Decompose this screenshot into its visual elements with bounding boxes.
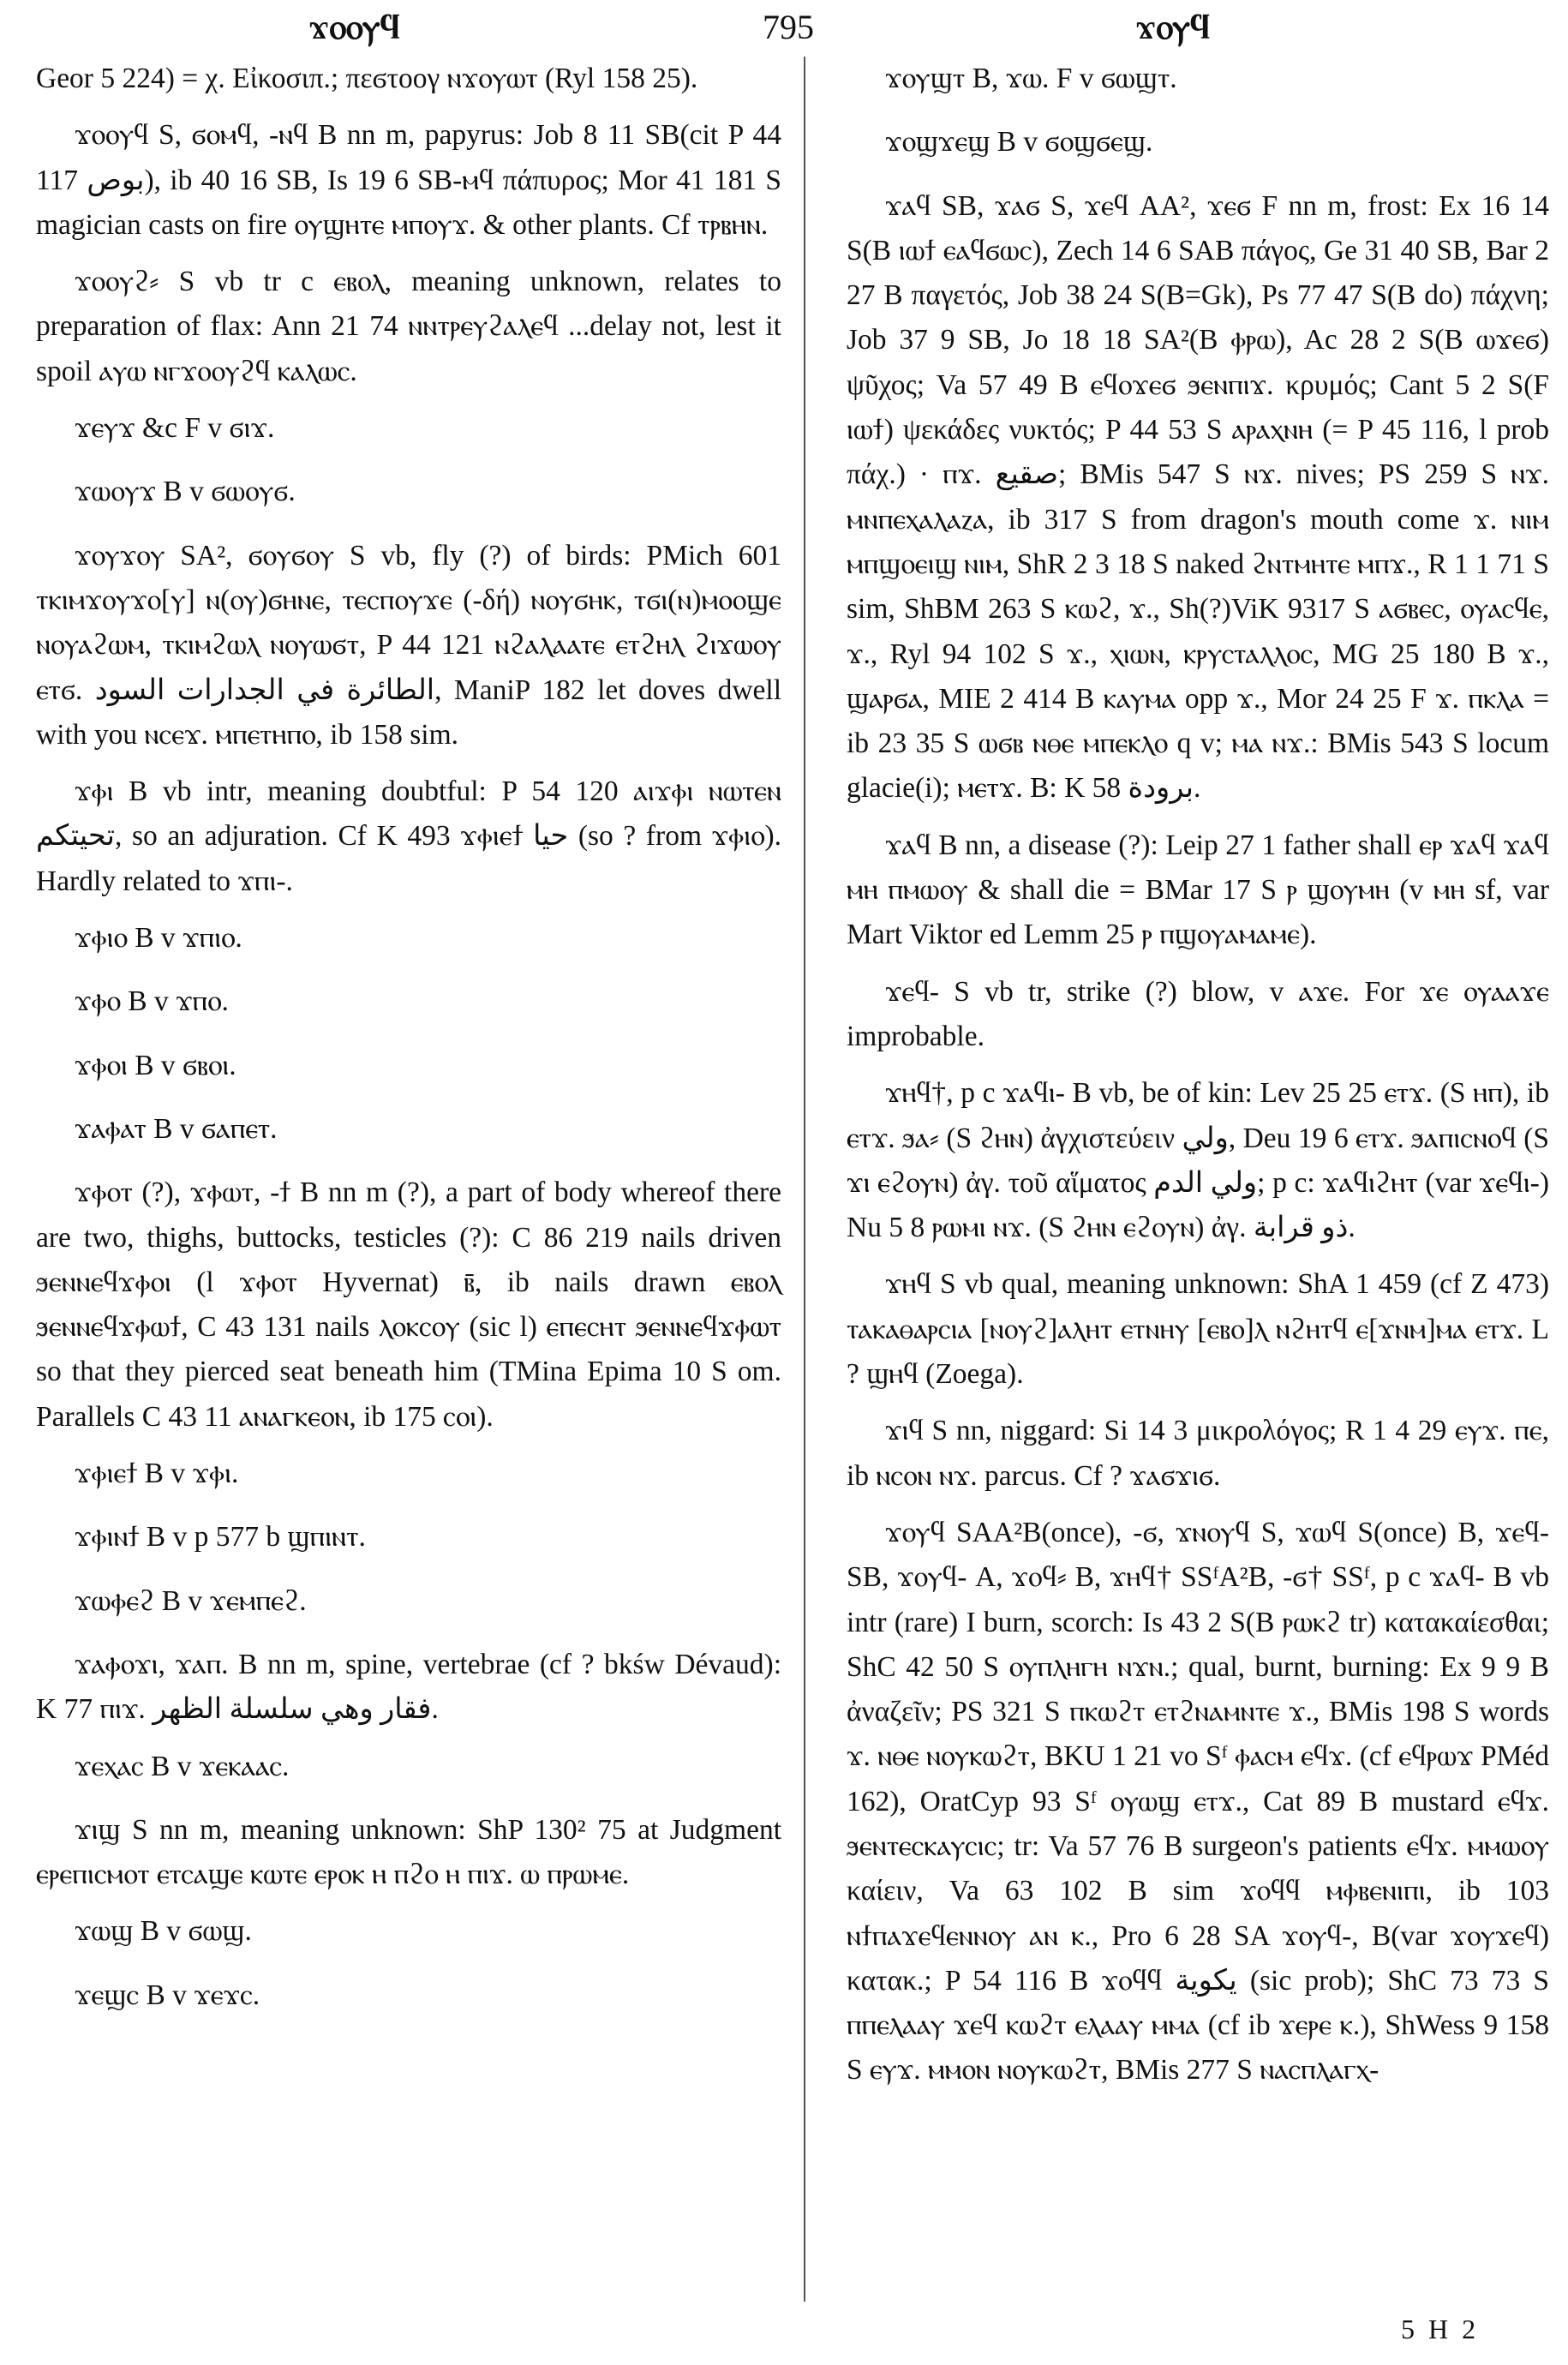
left-column-entry: ϫⲱⲟⲩϫ B v ϭⲱⲟⲩϭ. — [75, 476, 296, 508]
left-column — [36, 57, 781, 2037]
left-column-entry: ϫⲉⲩϫ &c F v ϭⲓϫ. — [75, 412, 275, 445]
left-column-entry: ϫⲱϣ B v ϭⲱϣ. — [75, 1915, 252, 1948]
right-column-entry: ϫⲁϥ SB, ϫⲁϭ S, ϫⲉϥ AA², ϫⲉϭ F nn m, frost: Ex 16 14 S(B ⲓⲱϯ ⲉⲁϥϭⲱⲥ), Zech 14 6 SAB πάγος, Ge 31 40 SB, Bar 2 27 B παγετός, Job 38 24 S(B=Gk), Ps 77 47 S(B do) πάχνη; Job 37 9 SB, Jo 18 18 SA²(B ⲫⲣⲱ), Ac 28 2 S(B ⲱϫⲉϭ) ψῦχος; Va 57 49 B ⲉϥⲟϫⲉϭ ϧⲉⲛⲡⲓϫ. κρυμός; Cant 5 2 S(F ⲓⲱϯ) ψεκάδες νυκτός; P 44 53 S ⲁⲣⲁⲭⲛⲏ (= P 45 116, l prob πάχ.) · ⲡϫ. صقيع; BMis 547 S ⲛϫ. nives; PS 259 S ⲛϫ. ⲙⲛⲡⲉⲭⲁⲗⲁⲍⲁ, ib 317 S from dragon's mouth come ϫ. ⲛⲓⲙ ⲙⲡϣⲟⲉⲓϣ ⲛⲓⲙ, ShR 2 3 18 S naked ϩⲛⲧⲙⲏⲧⲉ ⲙⲡϫ., R 1 1 71 S sim, ShBM 263 S ⲕⲱϩ, ϫ., Sh(?)ViK 9317 S ⲁϭⲃⲉⲥ, ⲟⲩⲁⲥϥⲉ, ϫ., Ryl 94 102 S ϫ., ⲭⲓⲱⲛ, ⲕⲣⲩⲥⲧⲁⲗⲗⲟⲥ, MG 25 180 B ϫ., ϣⲁⲣϭⲁ, MIE 2 414 B ⲕⲁⲩⲙⲁ opp ϫ., Mor 24 25 F ϫ. ⲡⲕⲗⲁ = ib 23 35 S ⲱϭⲃ ⲛⲑⲉ ⲙⲡⲉⲕⲗⲟ q v; ⲙⲁ ⲛϫ.: BMis 543 S locum glacie(i); ⲙⲉⲧϫ. B: K 58 برودة. — [847, 189, 1549, 805]
left-column-entry: ϫⲉϣⲥ B v ϫⲉϫⲥ. — [75, 1979, 260, 2011]
right-column — [847, 57, 1549, 2105]
left-column-entry: ϫⲫⲓⲉϯ B v ϫⲫⲓ. — [75, 1458, 239, 1490]
right-column-entry: ϫⲟⲩϥ SAA²B(once), -ϭ, ϫⲛⲟⲩϥ S, ϫⲱϥ S(once) B, ϫⲉϥ- SB, ϫⲟⲩϥ- A, ϫⲟϥ⸗ B, ϫⲏϥ† SSᶠA²B, -ϭ† SSᶠ, p c ϫⲁϥ- B vb intr (rare) I burn, scorch: Is 43 2 S(B ⲣⲱⲕϩ tr) κατακαίεσθαι; ShC 42 50 S ⲟⲩⲡⲗⲏⲅⲏ ⲛϫⲛ.; qual, burnt, burning: Ex 9 9 B ἀναζεῖν; PS 321 S ⲡⲕⲱϩⲧ ⲉⲧϩⲛⲁⲙⲛⲧⲉ ϫ., BMis 198 S words ϫ. ⲛⲑⲉ ⲛⲟⲩⲕⲱϩⲧ, BKU 1 21 vo Sᶠ ⲫⲁⲥⲙ ⲉϥϫ. (cf ⲉϥⲣⲱϫ PMéd 162), OratCyp 93 Sᶠ ⲟⲩⲱϣ ⲉⲧϫ., Cat 89 B mustard ⲉϥϫ. ϧⲉⲛⲧⲉⲥⲕⲁⲩⲥⲓⲥ; tr: Va 57 76 B surgeon's patients ⲉϥϫ. ⲙⲙⲱⲟⲩ καίειν, Va 63 102 B sim ϫⲟϥϥ ⲙⲫⲃⲉⲛⲓⲡⲓ, ib 103 ⲛϯⲡⲁϫⲉϥⲉⲛⲛⲟⲩ ⲁⲛ ⲕ., Pro 6 28 SA ϫⲟⲩϥ-, B(var ϫⲟⲩϫⲉϥ) κατακ.; P 54 116 B ϫⲟϥϥ يكوية (sic prob); ShC 73 73 S ⲡⲡⲉⲗⲁⲁⲩ ϫⲉϥ ⲕⲱϩⲧ ⲉⲗⲁⲁⲩ ⲙⲙⲁ (cf ib ϫⲉⲣⲉ ⲕ.), ShWess 9 158 S ⲉⲩϫ. ⲙⲙⲟⲛ ⲛⲟⲩⲕⲱϩⲧ, BMis 277 S ⲛⲁⲥⲡⲗⲁⲅⲭ- — [847, 1516, 1549, 2087]
page-number: 795 — [763, 8, 814, 46]
left-column-entry: ϫⲫⲓ B vb intr, meaning doubtful: P 54 120 ⲁⲓϫⲫⲓ ⲛⲱⲧⲉⲛ تحيتكم, so an adjuration. Cf K 493 ϫⲫⲓⲉϯ حيا (so ? from ϫⲫⲓⲟ). Hardly related to ϫⲡⲓ-. — [36, 775, 781, 897]
left-column-entry: ϫⲁⲫⲟϫⲓ, ϫⲁⲡ. B nn m, spine, vertebrae (cf ? bkśw Dévaud): K 77 ⲡⲓϫ. فقار وهي سلسلة الظهر. — [36, 1648, 781, 1726]
left-column-entry: ϫⲱⲫⲉϩ B v ϫⲉⲙⲡⲉϩ. — [75, 1584, 307, 1617]
right-column-entry: ϫⲏϥ†, p c ϫⲁϥⲓ- B vb, be of kin: Lev 25 25 ⲉⲧϫ. (S ⲏⲡ), ib ⲉⲧϫ. ϧⲁ⸗ (S ϩⲏⲛ) ἀγχιστεύειν ولي, Deu 19 6 ⲉⲧϫ. ϧⲁⲡⲓⲥⲛⲟϥ (S ϫⲓ ⲉϩⲟⲩⲛ) ἀγ. τοῦ αἵματος ولي الدم; p c: ϫⲁϥⲓϩⲏⲧ (var ϫⲉϥⲓ-) Nu 5 8 ⲣⲱⲙⲓ ⲛϫ. (S ϩⲏⲛ ⲉϩⲟⲩⲛ) ἀγ. ذو قرابة. — [847, 1077, 1550, 1244]
left-column-entry: ϫⲟⲟⲩϥ S, ϭⲟⲙϥ, -ⲛϥ B nn m, papyrus: Job 8 11 SB(cit P 44 117 بوص), ib 40 16 SB, Is 19 6 SB-ⲙϥ πάπυρος; Mor 41 181 S magician casts on fire ⲟⲩϣⲏⲧⲉ ⲙⲡⲟⲩϫ. & other plants. Cf ⲧⲣⲃⲏⲛ. — [36, 119, 782, 241]
signature-mark: 5 H 2 — [1401, 2314, 1480, 2344]
left-column-entry: ϫⲫⲓⲟ B v ϫⲡⲓⲟ. — [75, 922, 242, 955]
right-column-entry: ϫⲟϣϫⲉϣ B v ϭⲟϣϭⲉϣ. — [885, 126, 1153, 159]
right-column-entry: ϫⲏϥ S vb qual, meaning unknown: ShA 1 459 (cf Z 473) ⲧⲁⲕⲁⲑⲁⲣⲥⲓⲁ [ⲛⲟⲩϩ]ⲁⲗⲏⲧ ⲉⲧⲛⲏⲩ [ⲉⲃⲟ]ⲗ ⲛϩⲏⲧϥ ⲉ[ϫⲛⲙ]ⲙⲁ ⲉⲧϫ. L ? ϣⲏϥ (Zoega). — [847, 1268, 1549, 1391]
right-column-entry: ϫⲓϥ S nn, niggard: Si 14 3 μικρολόγος; R 1 4 29 ⲉⲩϫ. ⲡⲉ, ib ⲛⲥⲟⲛ ⲛϫ. parcus. Cf ? ϫⲁϭϫⲓϭ. — [847, 1415, 1549, 1492]
left-column-entry: ϫⲉⲭⲁⲥ B v ϫⲉⲕⲁⲁⲥ. — [75, 1750, 290, 1782]
running-head-left: ϫⲟⲟⲩϥ — [308, 8, 400, 46]
right-column-entry: ϫⲟⲩϣⲧ B, ϫⲱ. F v ϭⲱϣⲧ. — [885, 63, 1177, 94]
left-column-entry: ϫⲫⲟ B v ϫⲡⲟ. — [75, 985, 229, 1018]
left-column-entry: ϫⲫⲓⲛϯ B v p 577 b ϣⲡⲓⲛⲧ. — [75, 1521, 366, 1554]
column-divider — [804, 57, 805, 2302]
left-column-entry: ϫⲟⲩϫⲟⲩ SA², ϭⲟⲩϭⲟⲩ S vb, fly (?) of birds: PMich 601 ⲧⲕⲓⲙϫⲟⲩϫⲟ[ⲩ] ⲛ(ⲟⲩ)ϭⲏⲛⲉ, ⲧⲉⲥⲡⲟⲩϫⲉ (-δή) ⲛⲟⲩϭⲏⲕ, ⲧϭⲓ(ⲛ)ⲙⲟⲟϣⲉ ⲛⲟⲩⲁϩⲱⲙ, ⲧⲕⲓⲙϩⲱⲗ ⲛⲟⲩⲱϭⲧ, P 44 121 ⲛϩⲁⲗⲁⲁⲧⲉ ⲉⲧϩⲏⲗ ϩⲓϫⲱⲟⲩ ⲉⲧϭ. الطائرة في الجدارات السود, ManiP 182 let doves dwell with you ⲛⲥⲉϫ. ⲙⲡⲉⲧⲏⲡⲟ, ib 158 sim. — [36, 539, 782, 751]
left-column-entry: ϫⲟⲟⲩϩ⸗ S vb tr c ⲉⲃⲟⲗ, meaning unknown, relates to preparation of flax: Ann 21 74 ⲛⲛⲧⲣⲉⲩϩⲁⲗⲉϥ ...delay not, lest it spoil ⲁⲩⲱ ⲛⲅϫⲟⲟⲩϩϥ ⲕⲁⲗⲱⲥ. — [36, 266, 781, 387]
right-column-entry: ϫⲉϥ- S vb tr, strike (?) blow, v ⲁϫⲉ. For ϫⲉ ⲟⲩⲁⲁϫⲉ improbable. — [847, 975, 1549, 1052]
running-head-right: ϫⲟⲩϥ — [1135, 8, 1211, 46]
right-column-entry: ϫⲁϥ B nn, a disease (?): Leip 27 1 father shall ⲉⲣ ϫⲁϥ ϫⲁϥ ⲙⲏ ⲡⲙⲱⲟⲩ & shall die = BMar 17 S ⲣ ϣⲟⲩⲙⲏ (v ⲙⲏ sf, var Mart Viktor ed Lemm 25 ⲣ ⲡϣⲟⲩⲁⲙⲁⲙⲉ). — [847, 829, 1549, 951]
left-column-entry: ϫⲫⲟⲓ B v ϭⲃⲟⲓ. — [75, 1049, 236, 1081]
left-column-entry: ϫⲓϣ S nn m, meaning unknown: ShP 130² 75 at Judgment ⲉⲣⲉⲡⲓⲥⲙⲟⲧ ⲉⲧⲥⲁϣⲉ ⲕⲱⲧⲉ ⲉⲣⲟⲕ ⲏ ⲡϩⲟ ⲏ ⲡⲓϫ. ⲱ ⲡⲣⲱⲙⲉ. — [36, 1813, 781, 1891]
left-column-entry: ϫⲫⲟⲧ (?), ϫⲫⲱⲧ, -ϯ B nn m (?), a part of body whereof there are two, thighs, buttocks, testicles (?): C 86 219 nails driven ϧⲉⲛⲛⲉϥϫⲫⲟⲓ (l ϫⲫⲟⲧ Hyvernat) ⲃ̄, ib nails drawn ⲉⲃⲟⲗ ϧⲉⲛⲛⲉϥϫⲫⲱϯ, C 43 131 nails ⲗⲟⲕⲥⲟⲩ (sic l) ⲉⲡⲉⲥⲏⲧ ϧⲉⲛⲛⲉϥϫⲫⲱⲧ so that they pierced seat beneath him (TMina Epima 10 S om. Parallels C 43 11 ⲁⲛⲁⲅⲕⲉⲟⲛ, ib 175 ⲥⲟⲓ). — [36, 1177, 781, 1433]
left-column-entry: ϫⲁⲫⲁⲧ B v ϭⲁⲡⲉⲧ. — [75, 1112, 278, 1145]
left-column-entry: Geor 5 224) = χ. Εἰκοσιπ.; πεϭτοογ ⲛϫⲟⲩⲱⲧ (Ryl 158 25). — [36, 63, 698, 94]
